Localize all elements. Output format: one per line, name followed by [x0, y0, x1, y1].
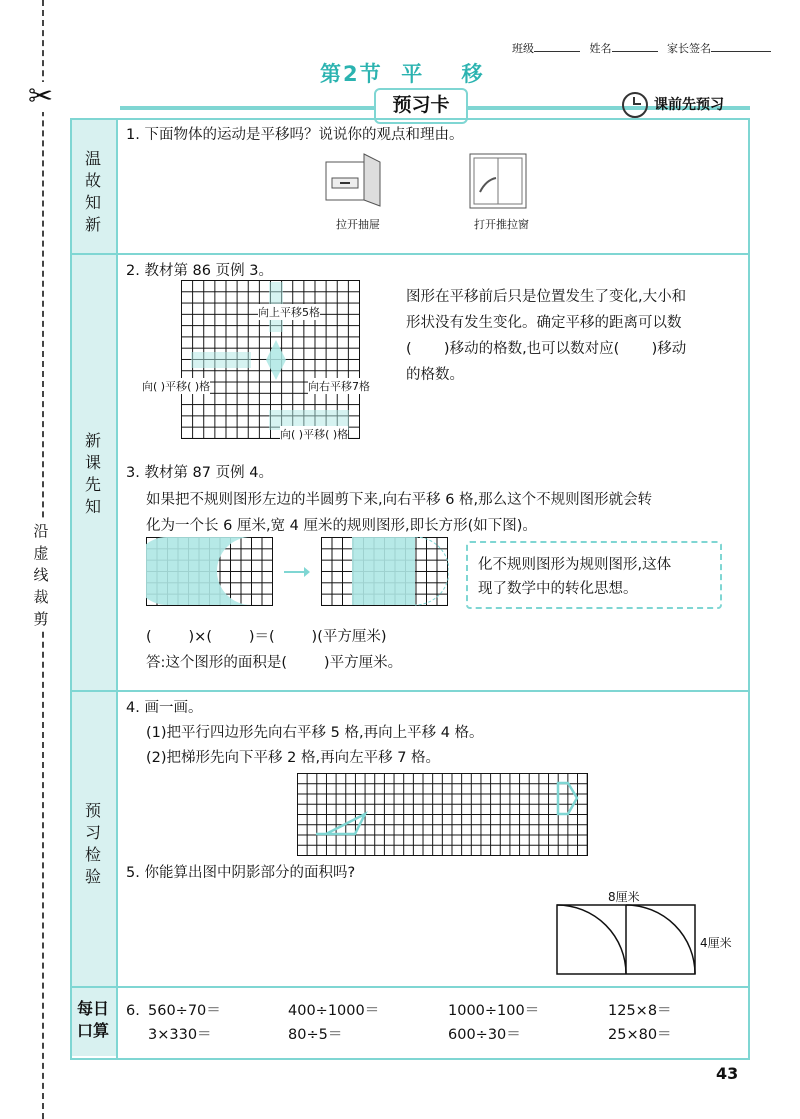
preview-tag [622, 92, 724, 118]
q2-text: 2. 教材第 86 页例 3。 [126, 263, 273, 279]
window-caption: 打开推拉窗 [474, 218, 529, 231]
drawer-caption: 拉开抽屉 [336, 218, 380, 231]
label-char: 验 [84, 867, 101, 886]
label-char: 知 [84, 497, 101, 516]
cut-char: 虚 [33, 544, 49, 562]
q4-text: 4. 画一画。 [126, 700, 203, 716]
label-char: 知 [84, 193, 101, 212]
clock-icon [622, 92, 648, 118]
label-char: 新 [84, 215, 101, 234]
explain-line: ( )移动的格数,也可以数对应( )移动 [406, 341, 687, 357]
shaded-area-figure [556, 904, 698, 976]
label-right: 向右平移7格 [308, 380, 370, 393]
parent-signature-field[interactable] [711, 51, 771, 52]
drawing-shapes [297, 773, 589, 857]
section-title: 第2节 平 移 [320, 62, 485, 86]
calc-item: 600÷30＝ [448, 1027, 521, 1043]
row-divider [70, 253, 748, 255]
label-char: 习 [84, 823, 101, 842]
scissors-icon: ✂ [28, 79, 54, 114]
label-char: 温 [84, 149, 101, 168]
label-up: 向上平移5格 [258, 306, 320, 319]
calc-item: 80÷5＝ [288, 1027, 343, 1043]
label-down: 向( )平移( )格 [280, 428, 349, 441]
label-line: 口算 [76, 1021, 109, 1040]
q6-prefix: 6. [126, 1003, 140, 1019]
name-label: 姓名 [589, 42, 612, 55]
column-divider [116, 118, 118, 1058]
width-label: 8厘米 [608, 890, 640, 904]
q1-text: 1. 下面物体的运动是平移吗？说说你的观点和理由。 [126, 127, 464, 143]
tip-line: 现了数学中的转化思想。 [478, 581, 638, 597]
page-number: 43 [716, 1064, 739, 1083]
class-label: 班级 [512, 42, 534, 55]
body-line: 如果把不规则图形左边的半圆剪下来,向右平移 6 格,那么这个不规则图形就会转 [146, 492, 653, 508]
section-label-check [70, 800, 116, 888]
explain-line: 的格数。 [406, 367, 464, 383]
height-label: 4厘米 [700, 936, 732, 950]
label-line: 每日 [76, 999, 109, 1018]
body-line: 化为一个长 6 厘米,宽 4 厘米的规则图形,即长方形(如下图)。 [146, 518, 537, 534]
label-char: 故 [84, 171, 101, 190]
q3-text: 3. 教材第 87 页例 4。 [126, 465, 273, 481]
header-fields [512, 40, 777, 56]
section-label-daily [70, 998, 116, 1042]
cut-char: 线 [33, 566, 49, 584]
calc-item: 3×330＝ [148, 1027, 212, 1043]
q5-text: 5. 你能算出图中阴影部分的面积吗? [126, 865, 356, 881]
calc-item: 125×8＝ [608, 1003, 672, 1019]
tip-line: 化不规则图形为规则图形,这体 [478, 557, 672, 573]
calc-item: 25×80＝ [608, 1027, 672, 1043]
arrow-right-icon [284, 566, 310, 578]
calc-item: 400÷1000＝ [288, 1003, 380, 1019]
sliding-window-image [468, 152, 528, 212]
class-field[interactable] [534, 51, 580, 52]
cut-char: 裁 [33, 588, 49, 606]
name-field[interactable] [612, 51, 658, 52]
rectangle-shape [321, 537, 449, 607]
q4-sub1: (1)把平行四边形先向右平移 5 格,再向上平移 4 格。 [146, 725, 484, 741]
label-left: 向( )平移( )格 [142, 380, 211, 393]
parent-signature-label: 家长签名 [667, 42, 711, 55]
row-divider [70, 986, 748, 988]
cut-char: 沿 [33, 522, 49, 540]
explain-line: 形状没有发生变化。确定平移的距离可以数 [406, 315, 682, 331]
cut-instruction [24, 520, 58, 630]
q4-sub2: (2)把梯形先向下平移 2 格,再向左平移 7 格。 [146, 750, 441, 766]
calc-item: 560÷70＝ [148, 1003, 221, 1019]
section-label-review [70, 148, 116, 236]
cut-char: 剪 [33, 610, 49, 628]
label-char: 先 [84, 475, 101, 494]
tip-text [478, 553, 671, 601]
q3-body [146, 487, 652, 539]
card-title: 预习卡 [374, 88, 468, 124]
label-char: 新 [84, 431, 101, 450]
label-char: 检 [84, 845, 101, 864]
calc-item: 1000÷100＝ [448, 1003, 540, 1019]
irregular-shape [146, 537, 274, 607]
area-formula: ( )×( )＝( )(平方厘米) [146, 629, 387, 645]
area-answer: 答:这个图形的面积是( )平方厘米。 [146, 655, 403, 671]
label-char: 课 [84, 453, 101, 472]
explain-line: 图形在平移前后只是位置发生了变化,大小和 [406, 289, 687, 305]
section-label-new [70, 430, 116, 518]
drawer-image [322, 152, 382, 212]
label-char: 预 [84, 801, 101, 820]
row-divider [70, 690, 748, 692]
q2-explanation [406, 284, 751, 388]
preview-label: 课前先预习 [654, 97, 724, 113]
